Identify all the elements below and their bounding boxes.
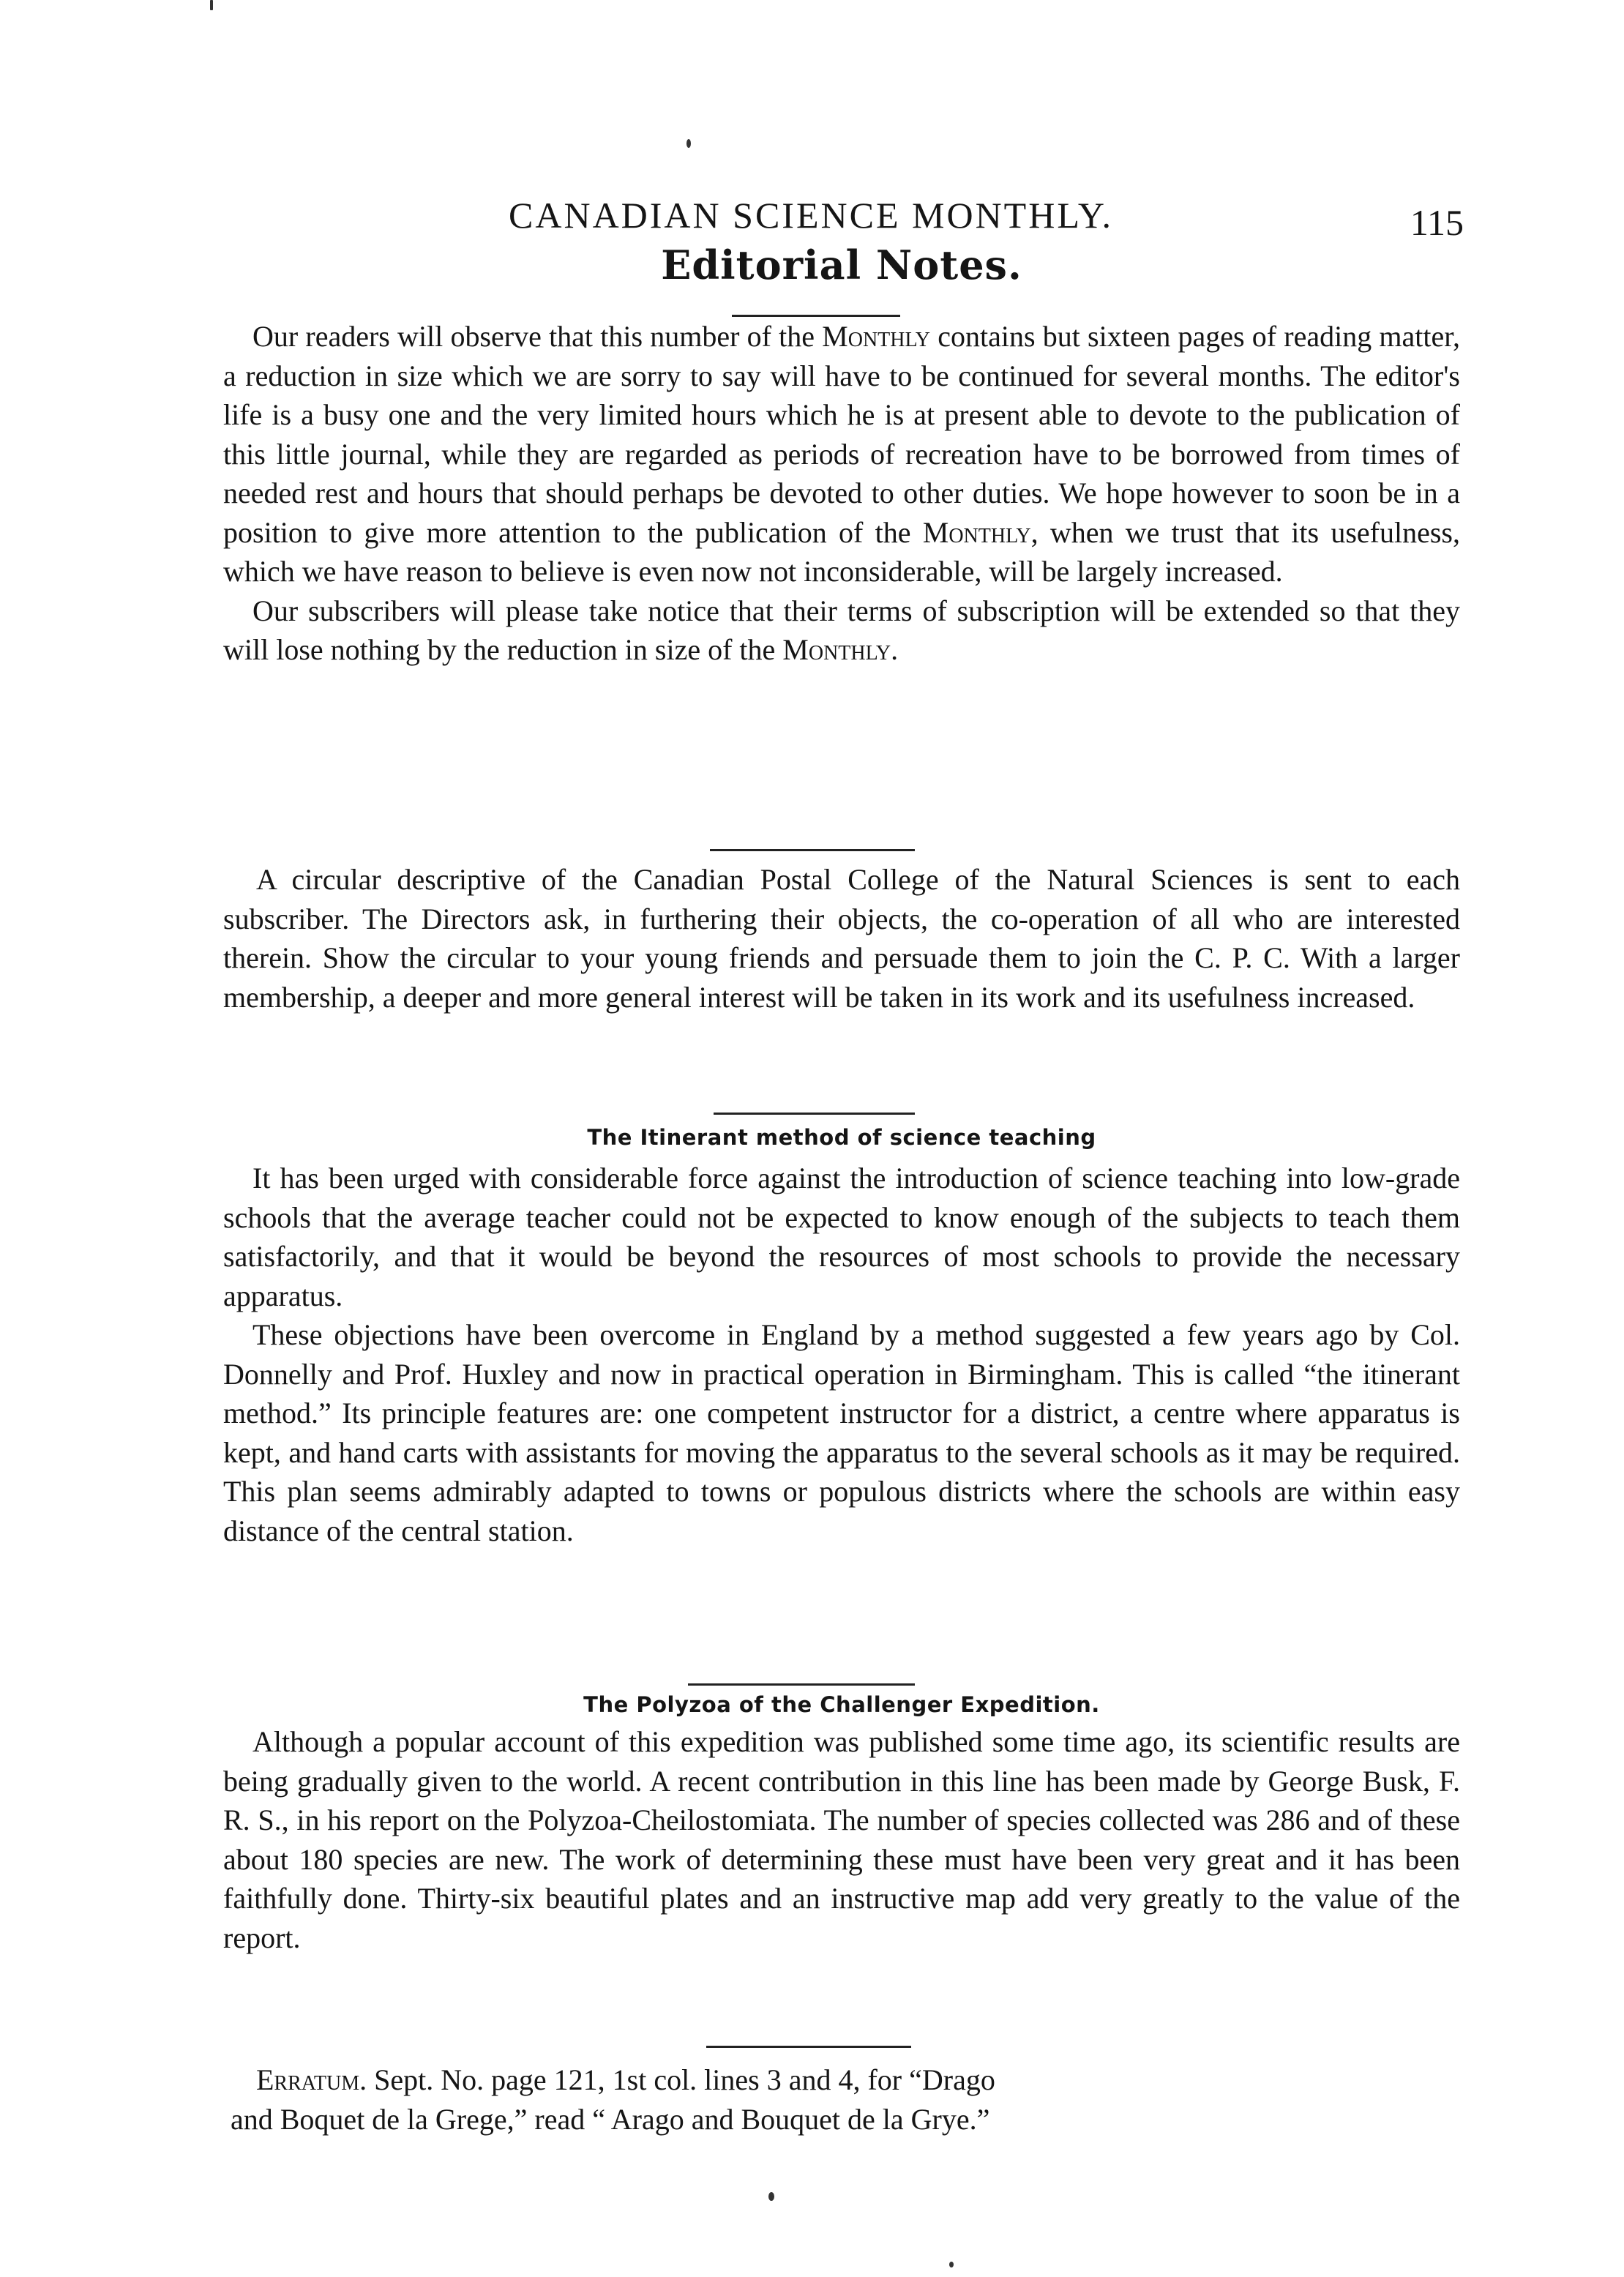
postal-college-note [223,860,1460,1017]
running-header [220,187,1464,245]
section-rule [688,1683,915,1686]
print-speck [949,2262,954,2267]
paragraph-text: , when we trust that its usefulness, which we have reason to believe is even now not inconsiderable, will be largely increased. [223,515,1460,588]
itinerant-paragraph: It has been urged with considerable force against the introduction of science teaching into low-grade schools that the average teacher could not be expected to know enough of the subjects to teach them satisfactorily, and that it would be beyond the resources of most schools to provide the necessary apparatus. [223,1162,1460,1312]
polyzoa-paragraph: Although a popular account of this expedition was published some time ago, its scientific results are being gradually given to the world. A recent contribution in this line has been made by George Busk, F. R. S., in his report on the Polyzoa-Cheilostomiata. The number of species collected was 286 and of these about 180 species are new. The work of determining these must have been very great and it has been faithfully done. Thirty-six beautiful plates and an instructive map add very greatly to the value of the report. [223,1725,1460,1954]
print-speck [210,0,213,10]
postal-college-paragraph: A circular descriptive of the Canadian Postal College of the Natural Sciences is sent to each subscriber. The Directors ask, in furthering their objects, the co-operation of all who are interested therein. Show the circular to your young friends and persuade them to join the C. P. C. With a larger membership, a deeper and more general interest will be taken in its work and its usefulness increased. [223,863,1460,1014]
editorial-paragraph [223,317,1460,591]
erratum-label: Erratum [256,2063,360,2096]
erratum-line: and Boquet de la Grege,” read “ Arago and Bouquet de la Grye.” [231,2102,990,2136]
print-speck [686,139,691,148]
paragraph-text: contains but sixteen pages of reading matter, a reduction in size which we are sorry to say will have to be continued for several months. The editor's life is a busy one and the very limited hours which he is at present able to devote to the publication of this little journal, while they are regarded as periods of recreation have to be borrowed from times of needed rest and hours that should perhaps be devoted to other duties. We hope however to soon be in a position to give more attention to the publication of the [223,320,1460,549]
editorial-note [223,317,1460,670]
section-rule [714,1113,915,1115]
journal-name: Monthly [822,320,931,353]
paragraph-text: . [891,633,899,666]
itinerant-section [223,1159,1460,1550]
journal-name: Monthly [782,633,891,666]
erratum-text: . Sept. No. page 121, 1st col. lines 3 and 4, for “Drago [359,2063,995,2096]
print-speck [768,2192,774,2201]
itinerant-paragraph: These objections have been overcome in England by a method suggested a few years ago by Col. Donnelly and Prof. Huxley and now in practical operation in Birmingham. This is called “the itinerant method.” Its principle features are: one competent instructor for a district, a centre where apparatus is kept, and hand carts with assistants for moving the apparatus to the several schools as it may be required. This plan seems admirably adapted to towns or populous districts where the schools are within easy distance of the central station. [223,1318,1460,1547]
paragraph-text: Our subscribers will please take notice that their terms of subscription will be extended so that they will lose nothing by the reduction in size of the [223,594,1460,666]
section-rule [710,849,915,851]
erratum-note [223,2060,1460,2139]
paragraph-text: Our readers will observe that this number of the [252,320,823,353]
erratum-line [223,2060,1460,2100]
section-heading: Editorial Notes. [661,242,1022,288]
journal-title: CANADIAN SCIENCE MONTHLY. [509,195,1114,236]
journal-name: Monthly [922,515,1031,549]
polyzoa-section [223,1722,1460,1957]
subscription-paragraph [223,591,1460,670]
itinerant-heading: The Itinerant method of science teaching [587,1125,1096,1150]
page-number: 115 [1410,202,1464,243]
polyzoa-heading: The Polyzoa of the Challenger Expedition. [583,1692,1100,1717]
section-rule [706,2046,911,2048]
